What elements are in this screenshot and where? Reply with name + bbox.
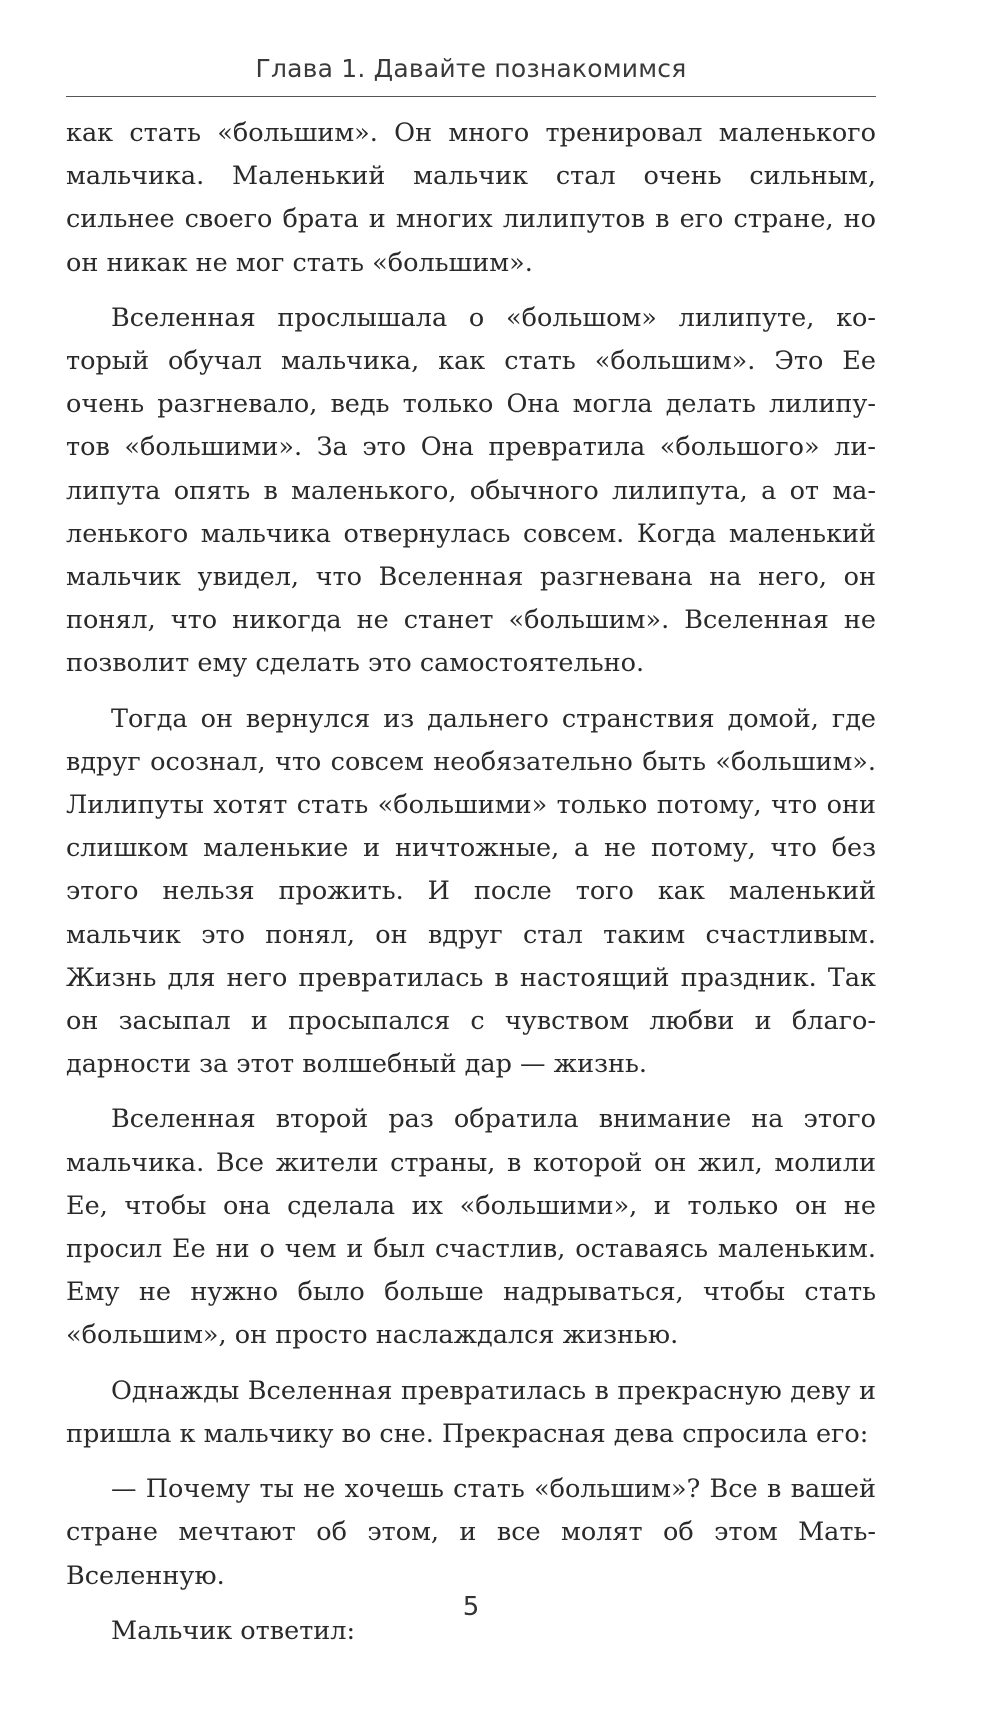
body-text [66,112,876,1665]
header-rule [66,96,876,97]
page-number: 5 [462,1592,480,1622]
paragraph: Вселенная прослышала о «большом» лилипуте, который обучал мальчика, как стать «большим». Это Ее очень разгневало, ведь только Она могла делать лилипутов «большими». За это Она превратила «большого» лилипута опять в маленького, обычного лилипута, а от маленького мальчика отвернулась совсем. Когда маленький мальчик увидел, что Вселенная разгневана на него, он понял, что никогда не станет «большим». Вселенная не позволит ему сделать это самостоятельно. [66,302,876,679]
running-head: Глава 1. Давайте познакомимся [255,54,687,83]
paragraph: Мальчик ответил: [111,1615,356,1646]
paragraph: Тогда он вернулся из дальнего странствия домой, где вдруг осознал, что совсем необязательно быть «большим». Лилипуты хотят стать «большими» только потому, что они слишком маленькие и ничтожные, а не потому, что без этого нельзя прожить. И после того как маленький мальчик это понял, он вдруг стал таким счастливым. Жизнь для него превратилась в настоящий праздник. Так он засыпал и просыпался с чувством любви и благодарности за этот волшебный дар — жизнь. [66,703,876,1080]
paragraph: как стать «большим». Он много тренировал маленького мальчика. Маленький мальчик стал очень сильным, сильнее своего брата и многих лилипутов в его стране, но он никак не мог стать «большим». [66,118,876,278]
paragraph: Однажды Вселенная превратилась в прекрасную деву и пришла к мальчику во сне. Прекрасная дева спросила его: [66,1375,876,1449]
paragraph: — Почему ты не хочешь стать «большим»? Все в вашей стране мечтают об этом, и все молят об этом Мать-Вселенную. [66,1474,876,1591]
paragraph: Вселенная второй раз обратила внимание на этого мальчика. Все жители страны, в которой он жил, молили Ее, чтобы она сделала их «большими», и только он не просил Ее ни о чем и был счастлив, оставаясь маленьким. Ему не нужно было больше надрываться, чтобы стать «большим», он просто наслаждался жизнью. [66,1104,876,1351]
